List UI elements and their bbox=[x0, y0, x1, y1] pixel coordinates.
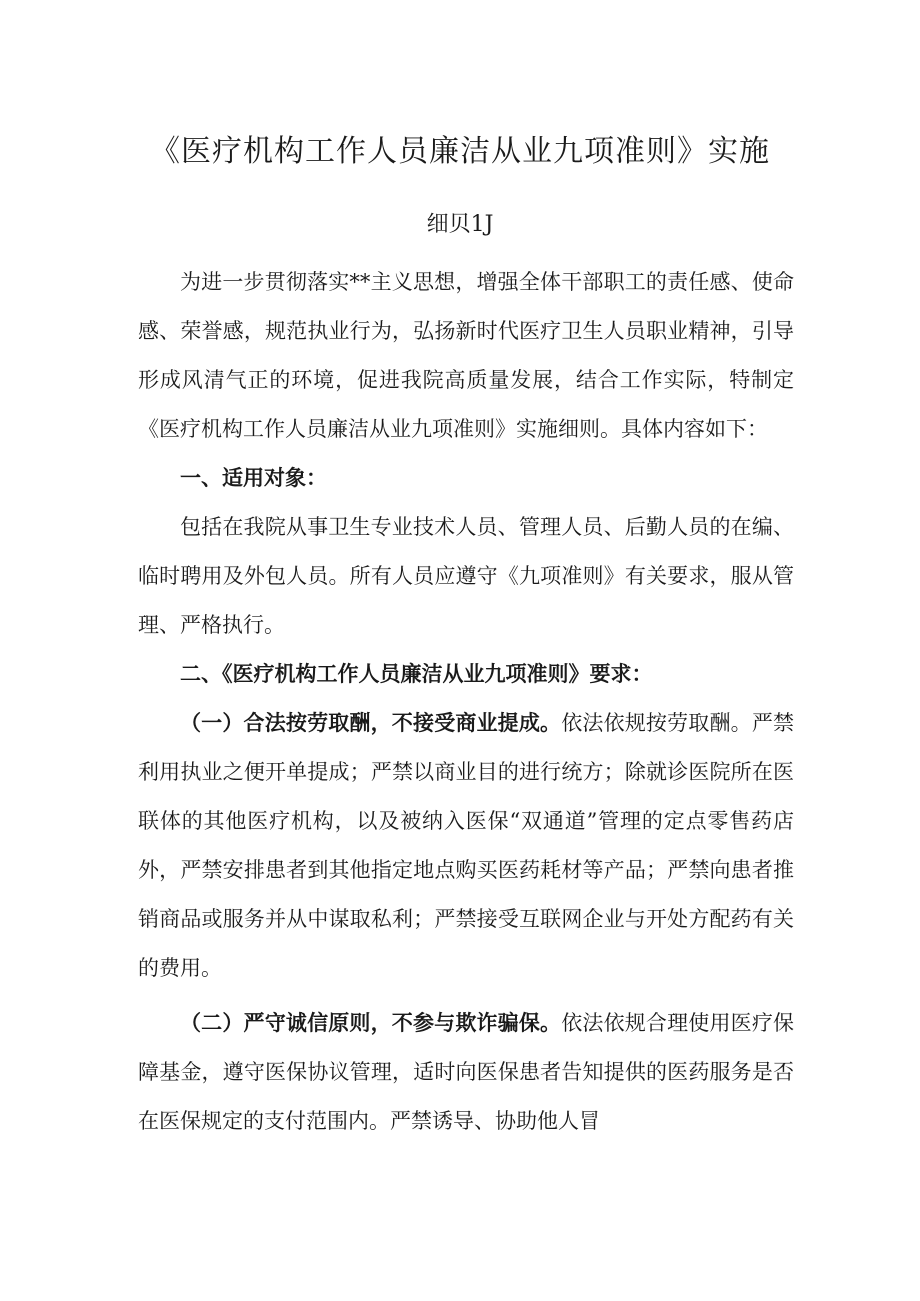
item-1-text: 依法依规按劳取酬。严禁利用执业之便开单提成；严禁以商业目的进行统方；除就诊医院所在医联体的其他医疗机构，以及被纳入医保“双通道”管理的定点零售药店外，严禁安排患者到其他指定地点购买医药耗材等产品；严禁向患者推销商品或服务并从中谋取私利；严禁接受互联网企业与开处方配药有关的费用。 bbox=[138, 711, 795, 980]
section2-item-2 bbox=[138, 999, 794, 1146]
intro-paragraph: 为进一步贯彻落实**主义思想，增强全体干部职工的责任感、使命感、荣誉感，规范执业行为，弘扬新时代医疗卫生人员职业精神，引导形成风清气正的环境，促进我院高质量发展，结合工作实际，特制定《医疗机构工作人员廉洁从业九项准则》实施细则。具体内容如下： bbox=[138, 270, 794, 441]
item-2-lead: （二）严守诚信原则，不参与欺诈骗保。 bbox=[180, 1011, 562, 1035]
section2-heading: 二、《医疗机构工作人员廉洁从业九项准则》要求： bbox=[180, 662, 653, 686]
item-2-text: 依法依规合理使用医疗保障基金，遵守医保协议管理，适时向医保患者告知提供的医药服务是否在医保规定的支付范围内。严禁诱导、协助他人冒 bbox=[138, 1011, 795, 1133]
section1-heading: 一、适用对象： bbox=[180, 466, 327, 490]
section1-paragraph: 包括在我院从事卫生专业技术人员、管理人员、后勤人员的在编、临时聘用及外包人员。所有人员应遵守《九项准则》有关要求，服从管理、严格执行。 bbox=[138, 515, 794, 637]
section2-item-1 bbox=[138, 699, 794, 993]
document-subtitle: 细贝1J bbox=[426, 212, 494, 237]
item-1-lead: （一）合法按劳取酬，不接受商业提成。 bbox=[180, 711, 562, 735]
document-title: 《医疗机构工作人员廉洁从业九项准则》实施 bbox=[150, 134, 770, 169]
document-body bbox=[138, 258, 794, 1146]
